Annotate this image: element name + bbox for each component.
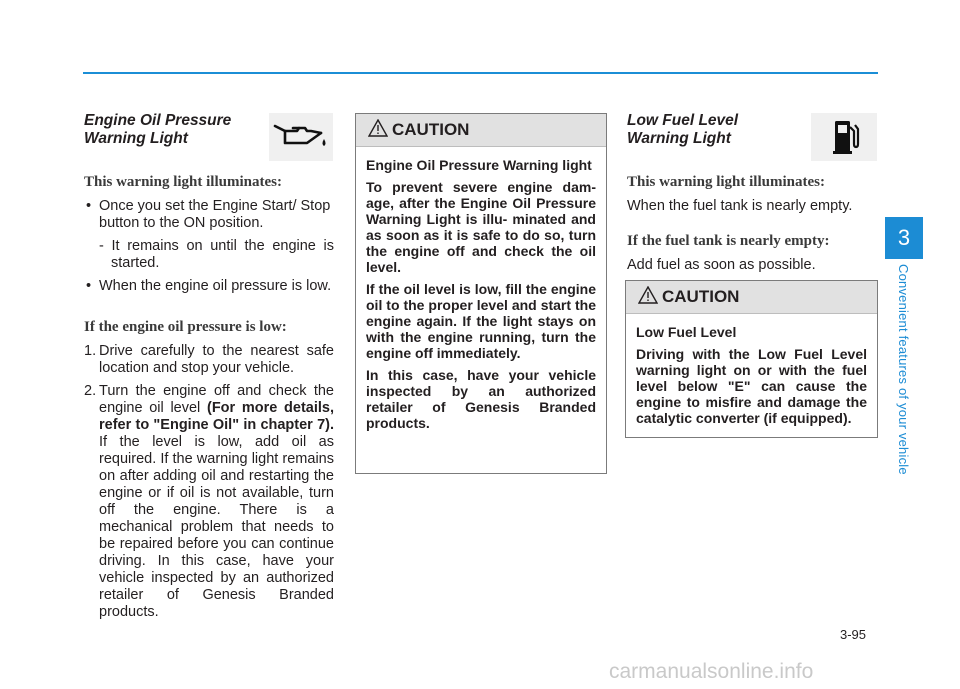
oil-step-1 [84,343,334,377]
oil-caution-header [356,114,606,147]
warning-triangle-icon [368,119,388,137]
oil-caution-paragraph-3: In this case, have your vehicle inspected by an authorized retailer of Genesis Branded products. [366,367,596,431]
oil-step-1-text: Drive carefully to the nearest safe location and stop your vehicle. [99,343,334,376]
oil-bullet-1-sub: - It remains on until the engine is started. [99,238,334,271]
fuel-caution-subject: Low Fuel Level [636,324,737,340]
page-number: 3-95 [840,627,867,642]
oil-step-2 [84,383,334,621]
fuel-title-line1: Low Fuel Level [627,112,739,129]
oil-caution-paragraph-1: To prevent severe engine dam- age, after the Engine Oil Pressure Warning Light is illu- minated and as soon as it is safe to do so, turn the engine off and check the oil level. [366,179,596,275]
chapter-title: Convenient features of your vehicle [896,264,911,475]
chapter-title-vertical [895,264,915,494]
fuel-title-line2: Warning Light [627,130,731,147]
oil-caution-body [356,157,606,431]
oil-step-2-reference: (For more details, refer to "Engine Oil" in chapter 7). [99,400,334,433]
oil-step-2-text: Turn the engine off and check the engine oil level [99,383,334,416]
oil-step-2-number: 2. [84,383,97,399]
oil-caution-paragraph-2: If the oil level is low, fill the engine oil to the proper level and start the engine again. If the light stays on with the engine running, turn the engine off immediately. [366,281,596,361]
fuel-caution-paragraph-1: Driving with the Low Fuel Level warning light on or with the fuel level below "E" can cause the engine to misfire and damage the catalytic converter (if equipped). [636,346,867,426]
watermark: carmanualsonline.info [609,660,814,683]
oil-caution-subject: Engine Oil Pressure Warning light [366,157,592,173]
fuel-caution-header [626,281,877,314]
fuel-caution-box [625,280,878,438]
oil-section [84,112,334,621]
fuel-illuminates-heading: This warning light illuminates: [627,174,825,190]
oil-title-line1: Engine Oil Pressure [84,112,232,129]
header-rule [83,72,878,74]
oil-caution-label: CAUTION [392,120,470,139]
oil-caution-box [355,113,607,474]
oil-bullet-2: • When the engine oil pressure is low. [84,278,334,295]
fuel-pump-icon [811,113,877,161]
oil-illuminates-heading: This warning light illuminates: [84,174,282,190]
oil-step-2-text-cont: If the level is low, add oil as required. If the warning light remains on after adding oil and restarting the engine or if oil is not available, turn off the engine. There is a mechanical problem that needs to be repaired before you can continue driving. In this case, have your vehicle inspected by an authorized retailer of Genesis Branded products. [99,434,334,620]
fuel-empty-text: Add fuel as soon as possible. [627,257,816,273]
fuel-illuminates-text: When the fuel tank is nearly empty. [627,198,853,214]
fuel-caution-body [626,324,877,426]
fuel-empty-heading: If the fuel tank is nearly empty: [627,233,830,249]
chapter-tab: 3 [885,217,923,259]
oil-step-1-number: 1. [84,343,97,359]
warning-triangle-icon [638,286,658,304]
oil-low-heading: If the engine oil pressure is low: [84,319,287,335]
oil-title-line2: Warning Light [84,130,188,147]
fuel-caution-label: CAUTION [662,287,740,306]
oil-bullet-1: • Once you set the Engine Start/ Stop button to the ON position. [84,198,334,232]
oil-can-icon [269,113,333,161]
